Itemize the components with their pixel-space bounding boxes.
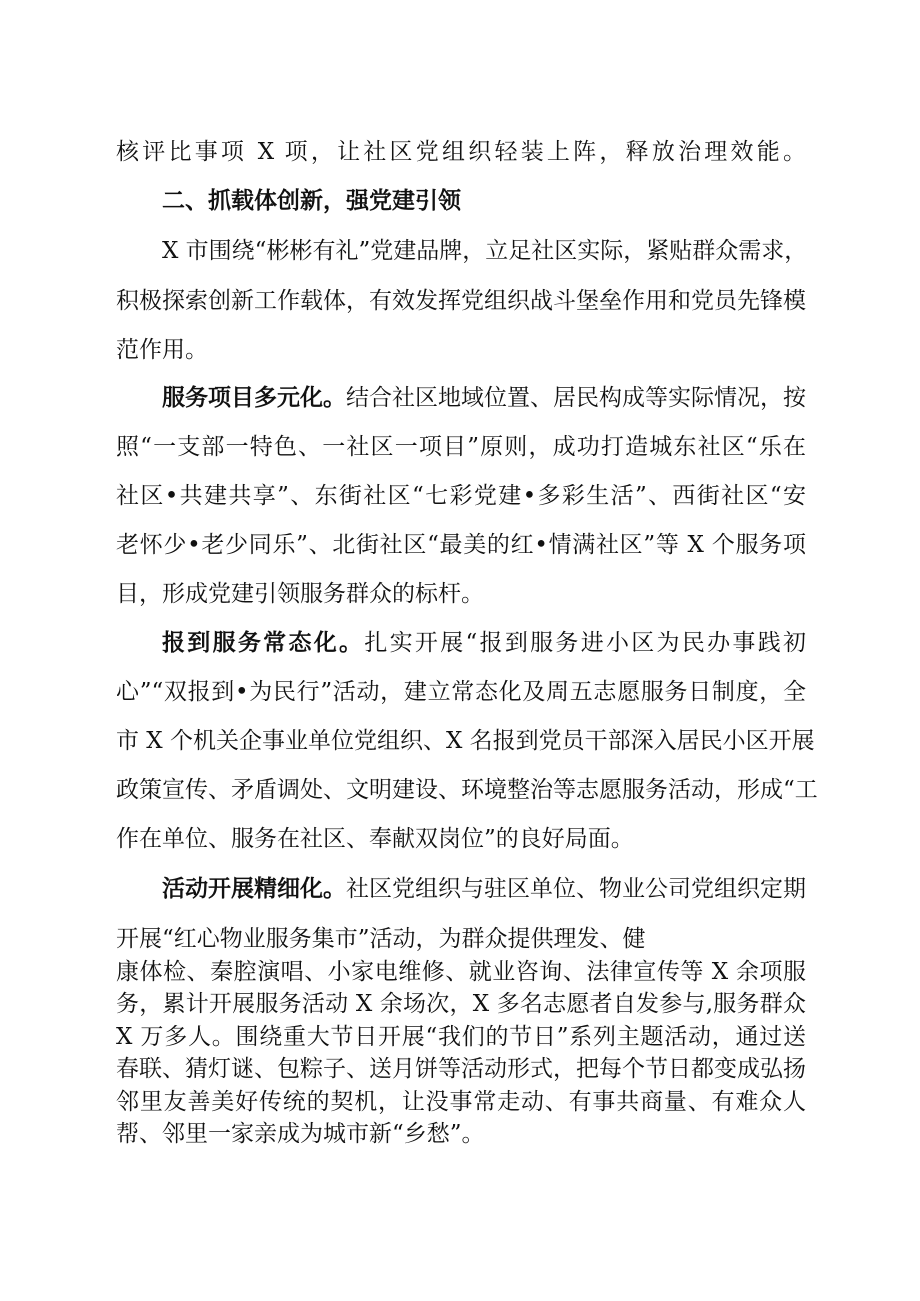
paragraph-text: 按 bbox=[783, 385, 806, 411]
paragraph-lead-line bbox=[162, 874, 806, 904]
paragraph-line: X 万多人。围绕重大节日开展“我们的节日”系列主题活动，通过送 bbox=[116, 1024, 806, 1050]
paragraph-line: 心”“双报到•为民行”活动，建立常态化及周五志愿服务日制度，全 bbox=[116, 679, 806, 705]
paragraph-line: X 市围绕“彬彬有礼”党建品牌，立足社区实际，紧贴群众需求， bbox=[162, 238, 808, 264]
paragraph-text: 结合社区地域位置、居民构成等实际情况， bbox=[346, 385, 783, 411]
paragraph-line: 社区•共建共享”、东街社区“七彩党建•多彩生活”、西街社区“安 bbox=[116, 483, 806, 509]
paragraph-heading: 活动开展精细化。 bbox=[162, 875, 346, 902]
paragraph-line: 春联、猜灯谜、包粽子、送月饼等活动形式，把每个节日都变成弘扬 bbox=[116, 1056, 806, 1082]
paragraph-line: 开展“红心物业服务集市”活动，为群众提供理发、健 bbox=[116, 926, 646, 952]
paragraph-line: 积极探索创新工作载体，有效发挥党组织战斗堡垒作用和党员先锋模 bbox=[116, 288, 806, 314]
section-heading: 二、抓载体创新，强党建引领 bbox=[162, 187, 461, 214]
paragraph-line: 康体检、秦腔演唱、小家电维修、就业咨询、法律宣传等 X 余项服 bbox=[116, 959, 806, 985]
paragraph-line: 务，累计开展服务活动 X 余场次，X 多名志愿者自发参与,服务群众 bbox=[116, 991, 806, 1017]
paragraph-lead-line bbox=[162, 383, 806, 413]
paragraph-line: 市 X 个机关企事业单位党组织、X 名报到党员干部深入居民小区开展 bbox=[116, 728, 815, 754]
paragraph-line: 目，形成党建引领服务群众的标杆。 bbox=[116, 581, 484, 607]
paragraph-line: 帮、邻里一家亲成为城市新“乡愁”。 bbox=[116, 1121, 485, 1147]
paragraph-line: 作在单位、服务在社区、奉献双岗位”的良好局面。 bbox=[116, 826, 634, 852]
paragraph-text: 扎实开展“报到服务进小区为民办事践初 bbox=[364, 630, 807, 656]
paragraph-lead-line bbox=[162, 628, 806, 658]
paragraph-line: 范作用。 bbox=[116, 337, 208, 363]
paragraph-line: 政策宣传、矛盾调处、文明建设、环境整治等志愿服务活动，形成“工 bbox=[116, 777, 818, 803]
paragraph-line: 核评比事项 X 项，让社区党组织轻装上阵，释放治理效能。 bbox=[116, 139, 806, 165]
paragraph-line: 照“一支部一特色、一社区一项目”原则，成功打造城东社区“乐在 bbox=[116, 434, 806, 460]
paragraph-heading: 报到服务常态化。 bbox=[162, 629, 365, 656]
paragraph-text: 社区党组织与驻区单位、物业公司党组织定期 bbox=[346, 876, 806, 902]
paragraph-line: 老怀少•老少同乐”、北街社区“最美的红•情满社区”等 X 个服务项 bbox=[116, 532, 806, 558]
paragraph-heading: 服务项目多元化。 bbox=[162, 384, 346, 411]
paragraph-line: 邻里友善美好传统的契机，让没事常走动、有事共商量、有难众人 bbox=[116, 1089, 806, 1115]
